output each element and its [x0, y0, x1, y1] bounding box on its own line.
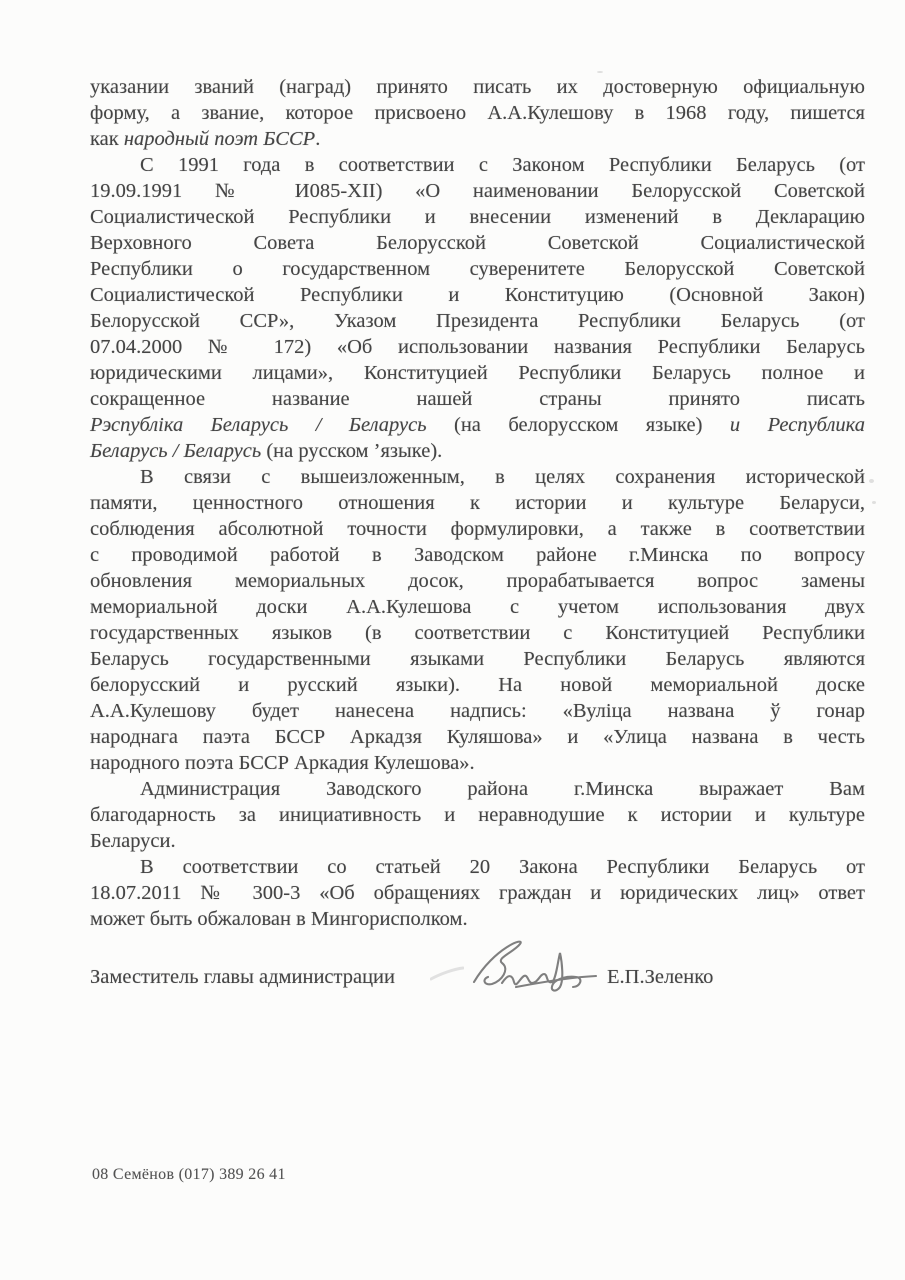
text-line: с проводимой работой в Заводском районе г.Минска по вопросу: [90, 544, 865, 566]
text-line: юридическими лицами», Конституцией Республики Беларусь полное и: [90, 362, 865, 384]
text-line: С 1991 года в соответствии с Законом Республики Беларусь (от: [140, 154, 865, 176]
handwritten-signature-icon: [468, 936, 600, 998]
text-line: белорусский и русский языки). На новой мемориальной доске: [90, 674, 865, 696]
text-line: А.А.Кулешову будет нанесена надпись: «Вуліца названа ў гонар: [90, 700, 865, 722]
text-line: В соответствии со статьей 20 Закона Республики Беларусь от: [140, 856, 865, 878]
scan-speck: [872, 501, 876, 504]
text-line: Социалистической Республики и внесении изменений в Декларацию: [90, 206, 865, 228]
text-line: государственных языков (в соответствии с Конституцией Республики: [90, 622, 865, 644]
text-line: Верховного Совета Белорусской Советской Социалистической: [90, 232, 865, 254]
text-line: как народный поэт БССР.: [90, 128, 321, 150]
text-line: памяти, ценностного отношения к истории и культуре Беларуси,: [90, 492, 865, 514]
text-line: Беларусь государственными языками Республики Беларусь являются: [90, 648, 865, 670]
text-line: сокращенное название нашей страны принято писать: [90, 388, 865, 410]
text-line: 07.04.2000 № 172) «Об использовании названия Республики Беларусь: [90, 336, 865, 358]
text-line: В связи с вышеизложенным, в целях сохранения исторической: [140, 466, 865, 488]
executor-footer-note: 08 Семёнов (017) 389 26 41: [92, 1166, 286, 1183]
text-line: соблюдения абсолютной точности формулировки, а также в соответствии: [90, 518, 865, 540]
text-line: народнага паэта БССР Аркадзя Куляшова» и «Улица названа в честь: [90, 726, 865, 748]
text-line: Республики о государственном суверенитете Белорусской Советской: [90, 258, 865, 280]
signatory-role-label: Заместитель главы администрации: [90, 966, 395, 988]
text-line: мемориальной доски А.А.Кулешова с учетом использования двух: [90, 596, 865, 618]
text-line: Белорусской ССР», Указом Президента Республики Беларусь (от: [90, 310, 865, 332]
text-line: Рэспубліка Беларусь / Беларусь (на белорусском языке) и Республика: [90, 414, 865, 436]
text-line: народного поэта БССР Аркадия Кулешова».: [90, 752, 475, 774]
text-line: обновления мемориальных досок, прорабатывается вопрос замены: [90, 570, 865, 592]
text-line: 18.07.2011 № 300-3 «Об обращениях граждан и юридических лиц» ответ: [90, 882, 865, 904]
scan-speck: [597, 71, 603, 73]
text-line: Беларусь / Беларусь (на русском ’языке).: [90, 440, 443, 462]
text-line: Беларуси.: [90, 830, 176, 852]
text-line: Социалистической Республики и Конституцию (Основной Закон): [90, 284, 865, 306]
body-lines: [90, 74, 865, 932]
text-line: 19.09.1991 № И085-ХII) «О наименовании Белорусской Советской: [90, 180, 865, 202]
text-line: может быть обжалован в Мингорисполком.: [90, 908, 468, 930]
text-line: указании званий (наград) принято писать их достоверную официальную: [90, 76, 865, 98]
text-line: благодарность за инициативность и неравнодушие к истории и культуре: [90, 804, 865, 826]
signatory-name: Е.П.Зеленко: [607, 966, 714, 988]
text-line: форму, а звание, которое присвоено А.А.Кулешову в 1968 году, пишется: [90, 102, 865, 124]
scan-smudge: [430, 966, 464, 982]
scan-speck: [869, 479, 874, 483]
text-line: Администрация Заводского района г.Минска выражает Вам: [140, 778, 865, 800]
